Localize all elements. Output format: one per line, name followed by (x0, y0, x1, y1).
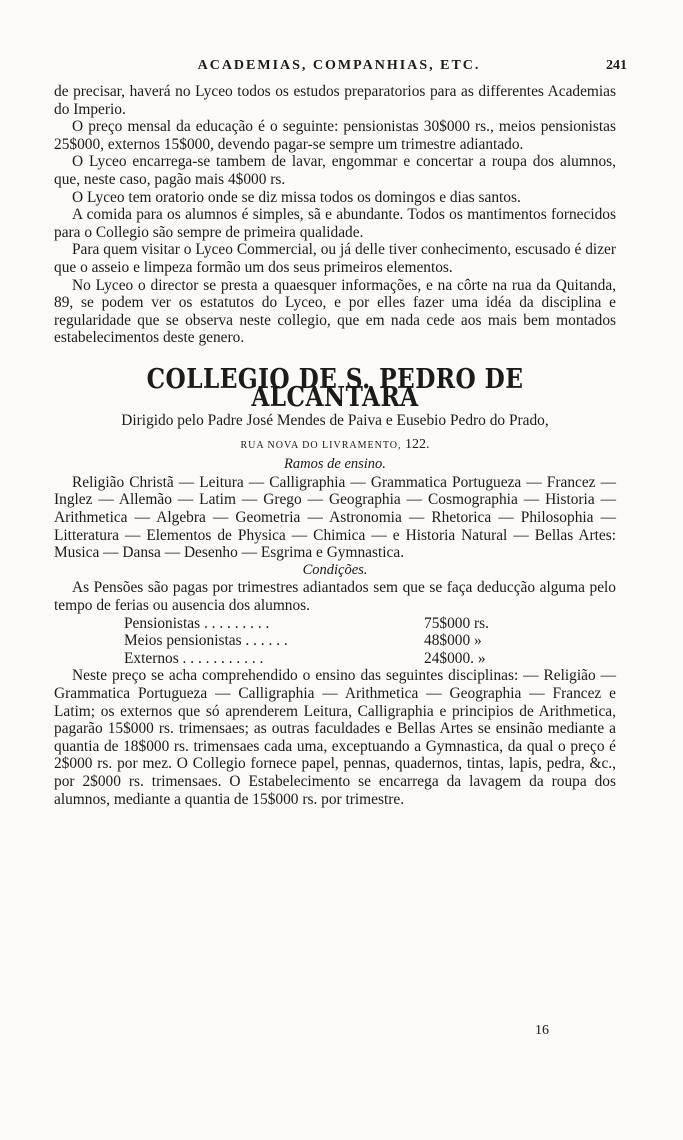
signature-mark: 16 (535, 1023, 549, 1038)
directors-line: Dirigido pelo Padre José Mendes de Paiva e Eusebio Pedro do Prado, (121, 412, 549, 430)
fee-amount: 24$000. » (424, 649, 486, 667)
fee-row (124, 650, 564, 668)
address-number: 122. (404, 436, 430, 452)
fee-label: Meios pensionistas . . . . . . (124, 632, 288, 650)
fee-row (124, 615, 564, 633)
address-line (54, 436, 616, 455)
closing-paragraph: Neste preço se acha comprehendido o ensino das seguintes disciplinas: — Religião — Grammatica Portugueza — Calligraphia — Arithmetica — Geographia — Francez e Latim; os externos que só aprenderem Leitura, Calligraphia e principios de Arithmetica, pagarão 15$000 rs. trimensaes; as outras faculdades e Bellas Artes se ensinão mediante a quantia de 18$000 rs. trimensaes cada uma, exceptuando a Gymnastica, da qual o preço é 2$000 rs. por mez. O Collegio fornece papel, pennas, quadernos, tintas, lapis, pedra, &c., por 2$000 rs. trimensaes. O Estabelecimento se encarrega da lavagem da roupa dos alumnos, mediante a quantia de 15$000 rs. por trimestre. (54, 667, 616, 808)
paragraph-4: O Lyceo tem oratorio onde se diz missa todos os domingos e dias santos. (72, 188, 521, 206)
fee-amount: 75$000 rs. (424, 614, 489, 632)
page-body (54, 83, 616, 808)
paragraph-3: O Lyceo encarrega-se tambem de lavar, engommar e concertar a roupa dos alumnos, que, neste caso, pagão mais 4$000 rs. (54, 153, 616, 188)
paragraph-7: No Lyceo o director se presta a quaesquer informações, e na côrte na rua da Quitanda, 89, se podem ver os estatutos do Lyceo, e por elles fazer uma idéa da disciplina e regularidade que se observa neste collegio, que em nada cede aos mais bem montados estabelecimentos deste genero. (54, 276, 616, 347)
paragraph-1: de precisar, haverá no Lyceo todos os estudos preparatorios para as differentes Academias do Imperio. (54, 83, 616, 118)
paragraph-2: O preço mensal da educação é o seguinte: pensionistas 30$000 rs., meios pensionistas 25$000, externos 15$000, devendo pagar-se sempre um trimestre adiantado. (54, 118, 616, 153)
fee-label: Pensionistas . . . . . . . . . (124, 614, 270, 632)
page-number: 241 (606, 58, 627, 73)
fee-label: Externos . . . . . . . . . . . (124, 649, 264, 667)
fee-table (124, 615, 616, 668)
fee-row (124, 632, 564, 650)
college-title: COLLEGIO DE S. PEDRO DE ALCANTARA (146, 363, 524, 413)
fee-amount: 48$000 » (424, 632, 482, 650)
paragraph-6: Para quem visitar o Lyceo Commercial, ou já delle tiver conhecimento, escusado é dizer que o asseio e limpeza formão um dos seus primeiros elementos. (54, 241, 616, 276)
fees-intro: As Pensões são pagas por trimestres adiantados sem que se faça deducção alguma pelo tempo de ferias ou ausencia dos alumnos. (54, 579, 616, 615)
paragraph-5: A comida para os alumnos é simples, sã e abundante. Todos os mantimentos fornecidos para o Collegio são sempre de primeira qualidade. (54, 206, 616, 241)
conditions-heading: Condições. (302, 561, 368, 578)
running-title: ACADEMIAS, COMPANHIAS, ETC. (197, 58, 481, 73)
subjects-heading: Ramos de ensino. (284, 456, 386, 473)
address-street: RUA NOVA DO LIVRAMENTO, (240, 439, 402, 451)
subjects-list: Religião Christã — Leitura — Calligraphia — Grammatica Portugueza — Francez — Inglez — Allemão — Latim — Grego — Geographia — Cosmographia — Historia — Arithmetica — Algebra — Geometria — Astronomia — Rhetorica — Philosophia — Litteratura — Elementos de Physica — Chimica — e Historia Natural — Bellas Artes: Musica — Dansa — Desenho — Esgrima e Gymnastica. (54, 473, 616, 562)
